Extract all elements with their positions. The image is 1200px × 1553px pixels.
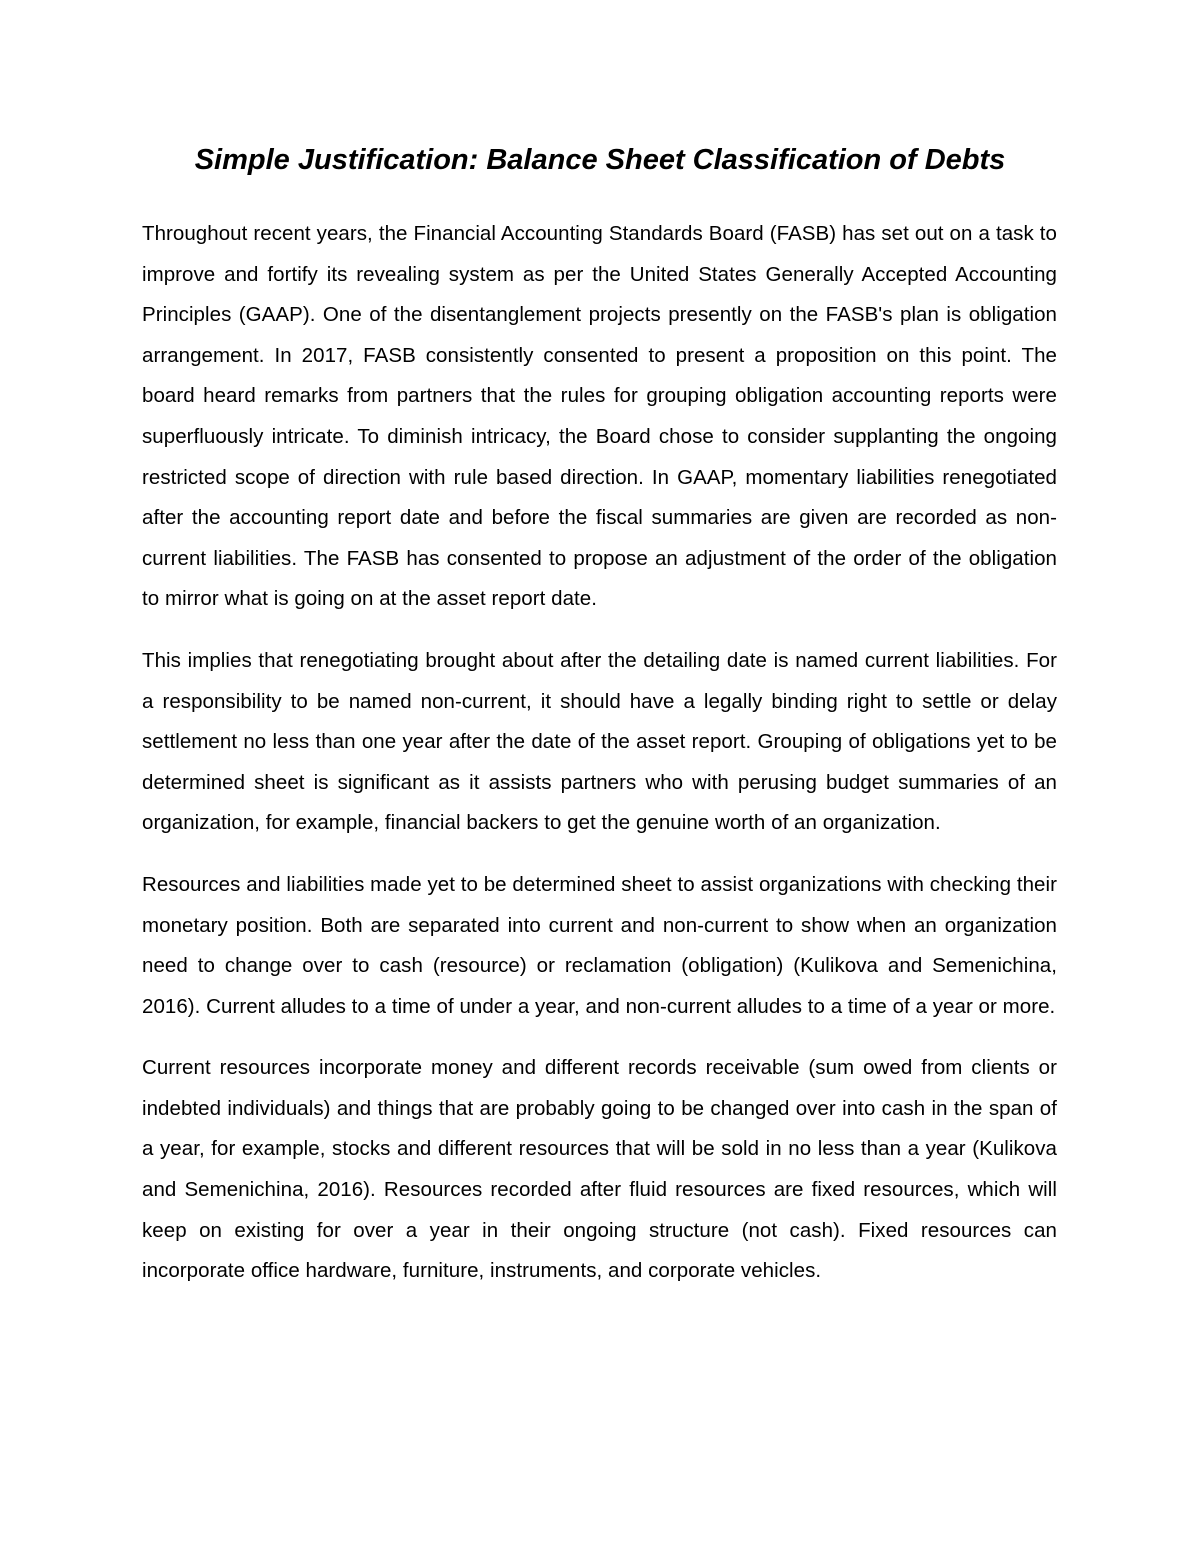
paragraph-4: Current resources incorporate money and different records receivable (sum owed from clients or indebted individuals) and things that are probably going to be changed over into cash in the span of a year, for example, stocks and different resources that will be sold in no less than a year (Kulikova and Semenichina, 2016). Resources recorded after fluid resources are fixed resources, which will keep on existing for over a year in their ongoing structure (not cash). Fixed resources can incorporate office hardware, furniture, instruments, and corporate vehicles. xyxy=(142,1056,1057,1283)
paragraph-3: Resources and liabilities made yet to be determined sheet to assist organizations with checking their monetary position. Both are separated into current and non-current to show when an organization need to change over to cash (resource) or reclamation (obligation) (Kulikova and Semenichina, 2016). Current alludes to a time of under a year, and non-current alludes to a time of a year or more. xyxy=(142,872,1057,1018)
document-title: Simple Justification: Balance Sheet Classification of Debts xyxy=(194,144,1006,176)
paragraph-1: Throughout recent years, the Financial Accounting Standards Board (FASB) has set out on a task to improve and fortify its revealing system as per the United States Generally Accepted Accounting Principles (GAAP). One of the disentanglement projects presently on the FASB's plan is obligation arrangement. In 2017, FASB consistently consented to present a proposition on this point. The board heard remarks from partners that the rules for grouping obligation accounting reports were superfluously intricate. To diminish intricacy, the Board chose to consider supplanting the ongoing restricted scope of direction with rule based direction. In GAAP, momentary liabilities renegotiated after the accounting report date and before the fiscal summaries are given are recorded as non-current liabilities. The FASB has consented to propose an adjustment of the order of the obligation to mirror what is going on at the asset report date. xyxy=(142,222,1057,611)
document-body xyxy=(142,214,1057,1313)
paragraph-2: This implies that renegotiating brought about after the detailing date is named current liabilities. For a responsibility to be named non-current, it should have a legally binding right to settle or delay settlement no less than one year after the date of the asset report. Grouping of obligations yet to be determined sheet is significant as it assists partners who with perusing budget summaries of an organization, for example, financial backers to get the genuine worth of an organization. xyxy=(142,648,1057,835)
